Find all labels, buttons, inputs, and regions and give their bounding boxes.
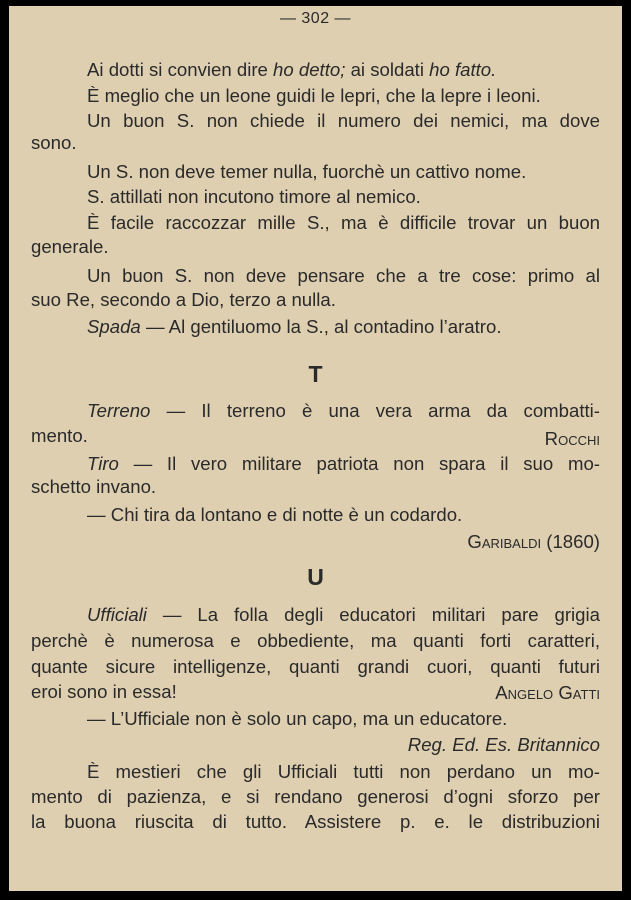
text-line: Ai dotti si convien dire ho detto; ai soldati ho fatto. [87, 59, 497, 80]
author-reg-ed: Reg. Ed. Es. Britannico [407, 734, 600, 755]
text-line: — L’Ufficiale non è solo un capo, ma un educatore. [87, 708, 508, 729]
text-line: mento di pazienza, e si rendano generosi d’ogni sforzo per [31, 786, 600, 807]
text-line: quante sicure intelligenze, quanti grandi cuori, quanti futuri [31, 656, 600, 677]
text-line: sono. [31, 132, 77, 153]
page-number: — 302 — [279, 10, 352, 27]
text-line: Un buon S. non chiede il numero dei nemici, ma dove [87, 110, 600, 131]
entry-spada: Spada — Al gentiluomo la S., al contadino l’aratro. [87, 316, 502, 337]
text-line: È mestieri che gli Ufficiali tutti non perdano un mo- [87, 761, 600, 782]
text-line: eroi sono in essa! [31, 681, 177, 702]
text-line: suo Re, secondo a Dio, terzo a nulla. [31, 289, 336, 310]
text-line: generale. [31, 236, 109, 257]
entry-terreno: Terreno — Il terreno è una vera arma da combatti- [87, 400, 600, 421]
text-line: S. attillati non incutono timore al nemico. [87, 186, 421, 207]
text-line: perchè è numerosa e obbediente, ma quanti forti caratteri, [31, 630, 600, 651]
author-gatti: Angelo Gatti [495, 682, 600, 703]
text-line: schetto invano. [31, 476, 157, 497]
term-terreno: Terreno [87, 400, 151, 421]
section-heading-u: U [307, 564, 324, 590]
text-line: mento. [31, 425, 88, 446]
text-line: Un buon S. non deve pensare che a tre cose: primo al [87, 265, 600, 286]
term-tiro: Tiro [87, 453, 119, 474]
text-line: la buona riuscita di tutto. Assistere p. e. le distribuzioni [31, 811, 600, 832]
author-garibaldi: Garibaldi (1860) [467, 531, 600, 552]
section-heading-t: T [308, 361, 323, 387]
text-line: — Chi tira da lontano e di notte è un codardo. [87, 504, 463, 525]
book-page [9, 6, 622, 891]
entry-ufficiali: Ufficiali — La folla degli educatori militari pare grigia [87, 604, 600, 625]
entry-tiro: Tiro — Il vero militare patriota non spara il suo mo- [87, 453, 600, 474]
text-line: È meglio che un leone guidi le lepri, che la lepre i leoni. [87, 85, 541, 106]
text-line: Un S. non deve temer nulla, fuorchè un cattivo nome. [87, 161, 527, 182]
term-ufficiali: Ufficiali [87, 604, 147, 625]
term-spada: Spada [87, 316, 141, 337]
text-line: È facile raccozzar mille S., ma è difficile trovar un buon [87, 212, 600, 233]
author-rocchi: Rocchi [544, 428, 600, 449]
